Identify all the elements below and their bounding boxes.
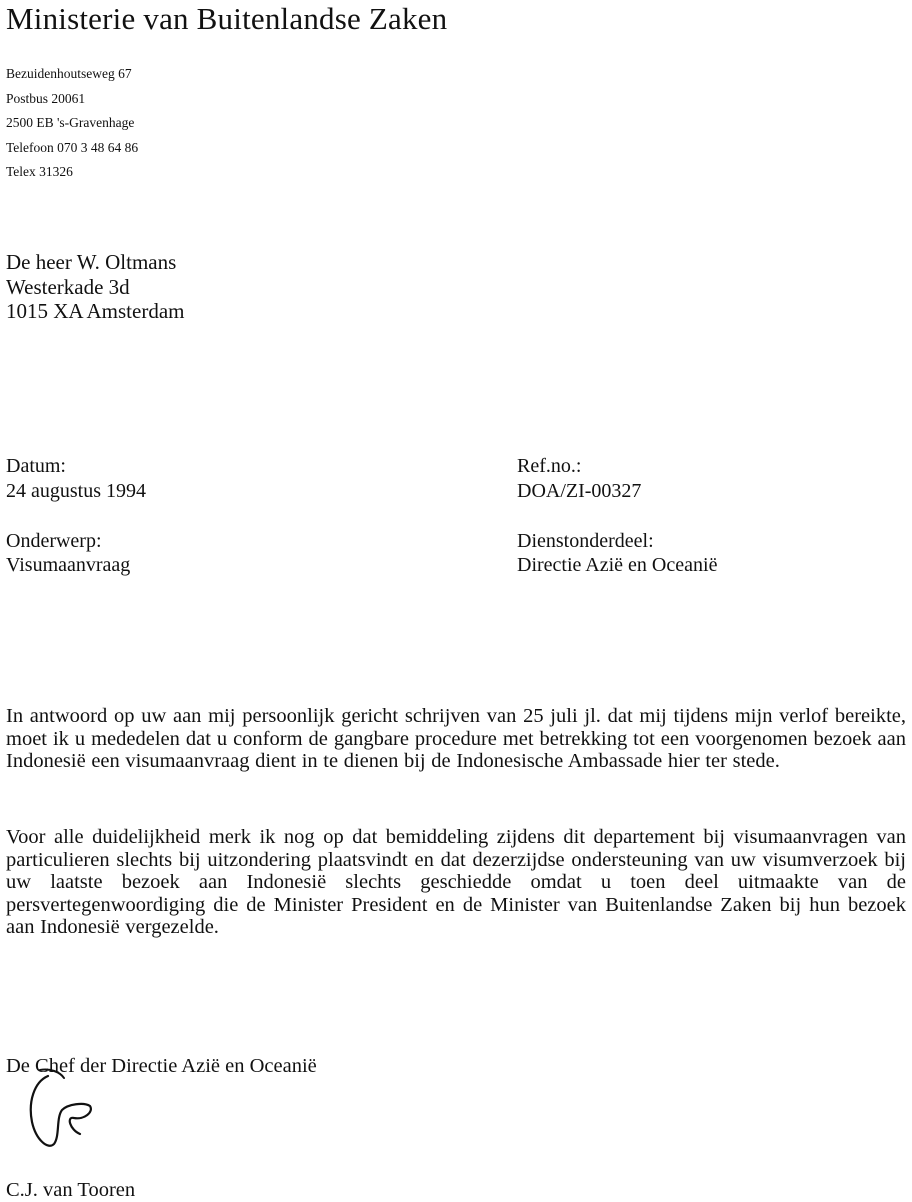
date-value: 24 augustus 1994 <box>6 480 146 502</box>
department-label: Dienstonderdeel: <box>517 530 654 552</box>
address-city: 2500 EB 's-Gravenhage <box>6 115 135 130</box>
recipient-city: 1015 XA Amsterdam <box>6 299 185 323</box>
ministry-letterhead: Ministerie van Buitenlandse Zaken <box>6 1 448 36</box>
handwritten-signature <box>26 1068 98 1154</box>
recipient-street: Westerkade 3d <box>6 274 130 299</box>
body-paragraph-2: Voor alle duidelijkheid merk ik nog op dat bemiddeling zijdens dit departement bij visumaanvragen van particulieren slechts bij uitzondering plaatsvindt en dat dezerzijdse ondersteuning van uw visumverzoek bij uw laatste bezoek aan Indonesië slechts geschiedde omdat u toen deel uitmaakte van de persvertegenwoordiging die de Minister President en de Minister van Buitenlandse Zaken bij hun bezoek aan Indonesië vergezelde. <box>6 826 906 938</box>
address-telex: Telex 31326 <box>6 164 73 179</box>
subject-label: Onderwerp: <box>6 530 102 552</box>
ministry-address-block <box>6 62 138 185</box>
reference-value: DOA/ZI-00327 <box>517 480 642 502</box>
body-paragraph-1: In antwoord op uw aan mij persoonlijk gericht schrijven van 25 juli jl. dat mij tijdens mijn verlof bereikte, moet ik u mededelen dat u conform de gangbare procedure met betrekking tot een voorgenomen bezoek aan Indonesië een visumaanvraag dient in te dienen bij de Indonesische Ambassade hier ter stede. <box>6 705 906 772</box>
recipient-address-block <box>6 250 185 324</box>
date-label: Datum: <box>6 455 66 477</box>
address-postbus: Postbus 20061 <box>6 90 86 106</box>
signer-name: C.J. van Tooren <box>6 1179 136 1201</box>
address-telephone: Telefoon 070 3 48 64 86 <box>6 139 139 155</box>
department-value: Directie Azië en Oceanië <box>517 554 718 576</box>
subject-value: Visumaanvraag <box>6 554 131 576</box>
recipient-name: De heer W. Oltmans <box>6 250 177 274</box>
closing-title: De Chef der Directie Azië en Oceanië <box>6 1055 317 1077</box>
address-street: Bezuidenhoutseweg 67 <box>6 66 132 81</box>
reference-label: Ref.no.: <box>517 455 582 477</box>
